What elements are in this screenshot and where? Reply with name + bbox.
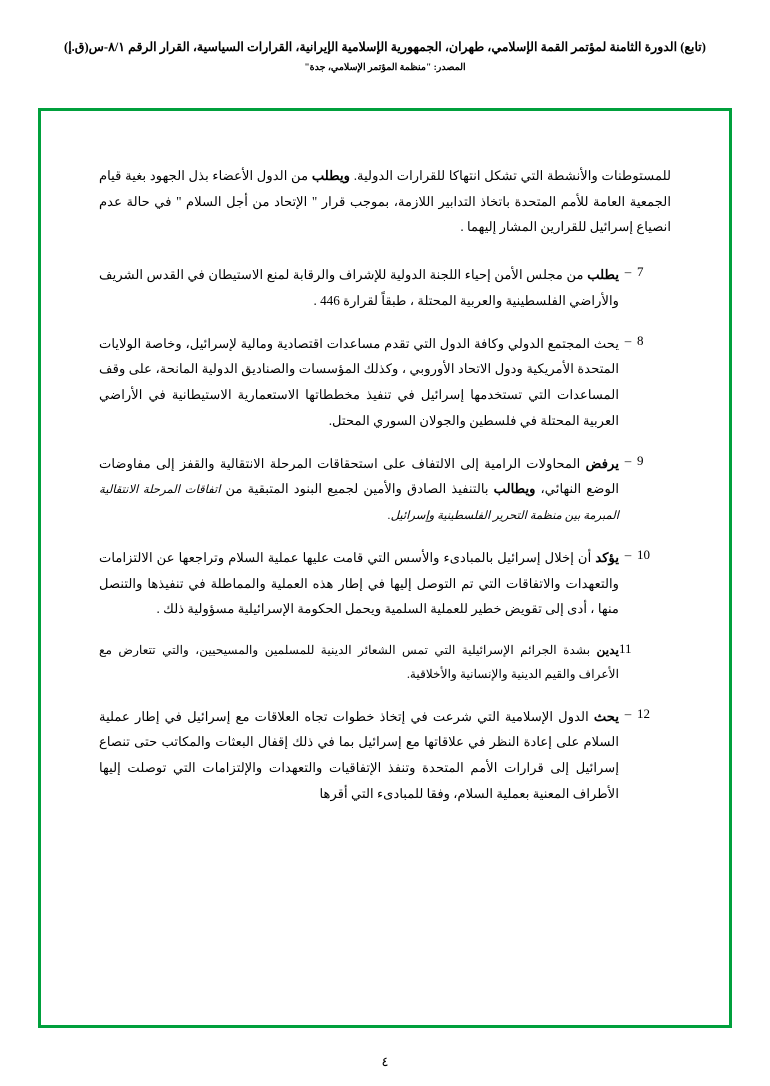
paragraph-intro-text [99, 163, 671, 240]
item-12-bold-term: يحث [593, 708, 619, 724]
page-footer [0, 1054, 770, 1070]
item-7-body: من مجلس الأمن إحياء اللجنة الدولية للإشراف والرقابة لمنع الاستيطان في القدس الشريف والأراضي الفلسطينية والعربية المحتلة ، طبقاً لقرارة 446 . [99, 267, 619, 308]
item-dash-10: – [624, 546, 632, 562]
item-number-11: 11 [619, 641, 632, 657]
intro-text-before: للمستوطنات والأنشطة التي تشكل انتهاكا للقرارات الدولية. [350, 168, 671, 183]
item-9-italic-phrase: اتفاقات المرحلة الانتقالية المبرمة بين منظمة التحرير الفلسطينية وإسرائيل. [99, 483, 619, 523]
item-12-body: الدول الإسلامية التي شرعت في إتخاذ خطوات تجاه العلاقات مع إسرائيل في إطار عملية السلام على إعادة النظر في علاقاتها مع إسرائيل بما في ذلك إقفال البعثات والمكاتب حتى تنصاع إسرائيل إلى قرارات الأمم المتحدة وتنفذ الإتفاقيات والتعهدات والإلتزامات التي توصلت إليها الأطراف المعنية بعملية السلام، وفقا للمبادىء التي أقرها [99, 708, 619, 801]
item-9-body-2: بالتنفيذ الصادق والأمين لجميع البنود المتبقية من [220, 481, 494, 497]
item-number-7: 7 [637, 264, 644, 280]
item-text-12 [99, 704, 619, 807]
item-text-7 [99, 262, 619, 313]
item-9-body: المحاولات الرامية إلى الالتفاف على استحقاقات المرحلة الانتقالية والقفز إلى مفاوضات الوضع النهائي، [99, 455, 619, 497]
green-border-frame [38, 108, 732, 1028]
document-body [41, 111, 729, 834]
paragraph-item-8 [99, 331, 671, 434]
page-number: ٤ [381, 1054, 389, 1069]
item-11-bold-term: يدين [596, 643, 619, 658]
paragraph-item-10 [99, 545, 671, 622]
item-number-8: 8 [637, 332, 644, 348]
paragraph-item-12 [99, 704, 671, 807]
item-dash-8: – [624, 332, 632, 348]
intro-text-after: من الدول الأعضاء بذل الجهود بغية قيام الجمعية العامة للأمم المتحدة باتخاذ التدابير اللازمة، بموجب قرار " الإتحاد من أجل السلام " في حالة عدم انصياع إسرائيل للقرارين المشار إليهما . [99, 168, 671, 235]
item-9-bold-term: يرفض [585, 455, 619, 471]
paragraph-item-7 [99, 262, 671, 313]
item-number-9: 9 [637, 452, 644, 468]
page-header [0, 0, 770, 73]
item-dash-9: – [624, 452, 632, 468]
paragraph-intro [99, 163, 671, 240]
item-7-bold-term: يطلب [587, 267, 619, 283]
paragraph-item-9 [99, 451, 671, 528]
item-number-12: 12 [637, 705, 650, 721]
item-text-11 [99, 639, 619, 687]
item-10-bold-term: يؤكد [595, 549, 619, 565]
item-text-9 [99, 451, 619, 528]
item-9-bold-term-2: ويطالب [493, 481, 536, 497]
item-10-body: أن إخلال إسرائيل بالمبادىء والأسس التي قامت عليها عملية السلام وتراجعها عن الالتزامات والتعهدات والاتفاقات التي تم التوصل إليها في إطار هذه العملية والمماطلة في تنفيذها والتنصل منها ، أدى إلى تقويض خطير للعملية السلمية ويحمل الحكومة الإسرائيلية مسؤولية ذلك . [99, 549, 619, 617]
header-title: (تابع) الدورة الثامنة لمؤتمر القمة الإسلامي، طهران، الجمهورية الإسلامية الإيرانية، القرارات السياسية، القرار الرقم ٨/١-س(ق.إ) [64, 40, 706, 54]
item-number-10: 10 [637, 546, 650, 562]
intro-bold-term: ويطلب [311, 168, 351, 183]
item-dash-7: – [624, 264, 632, 280]
item-8-body: يحث المجتمع الدولي وكافة الدول التي تقدم مساعدات اقتصادية ومالية لإسرائيل، وخاصة الولايات المتحدة الأمريكية ودول الاتحاد الأوروبي ، وكذلك المؤسسات والصناديق الدولية المانحة، على وقف المساعدات التي تستخدمها إسرائيل في تنفيذ مخططاتها الاستعمارية الاستيطانية في الأراضي العربية المحتلة في فلسطين والجولان السوري المحتل. [99, 335, 619, 428]
item-text-10 [99, 545, 619, 622]
item-dash-12: – [624, 705, 632, 721]
item-11-body: بشدة الجرائم الإسرائيلية التي تمس الشعائر الدينية للمسلمين والمسيحيين، والتي تتعارض مع الأعراف والقيم الدينية والإنسانية والأخلاقية. [99, 643, 619, 681]
paragraph-item-11 [99, 639, 671, 687]
item-text-8 [99, 331, 619, 434]
header-source: المصدر: "منظمة المؤتمر الإسلامي، جدة" [304, 62, 466, 73]
